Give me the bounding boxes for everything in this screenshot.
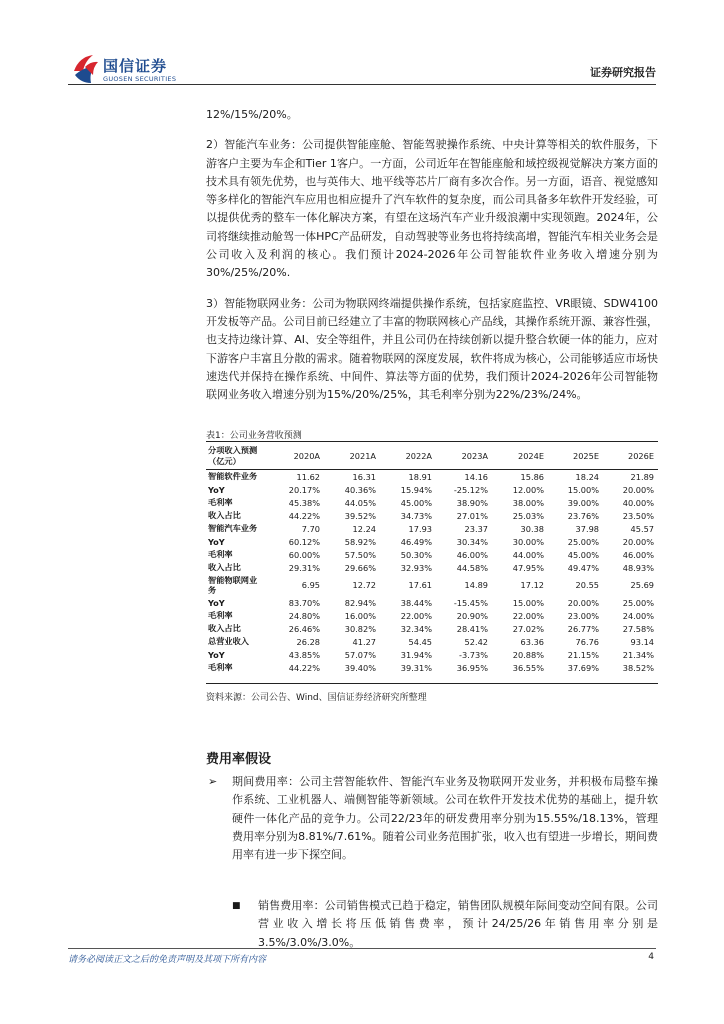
table-cell: 54.45	[408, 636, 432, 647]
table-bottom-rule	[206, 683, 658, 684]
table-cell: 52.42	[464, 636, 488, 647]
table-cell: 30.00%	[512, 536, 544, 547]
table-row	[206, 596, 658, 609]
table-cell: 45.38%	[288, 497, 320, 508]
row-label: 智能物联网业务	[208, 575, 258, 595]
square-bullet-icon: ■	[232, 901, 241, 911]
table-cell: 20.00%	[567, 597, 599, 608]
table-cell: 16.31	[352, 471, 376, 482]
table-cell: 41.27	[352, 636, 376, 647]
table-cell: 17.93	[408, 523, 432, 534]
table-cell: 25.00%	[622, 597, 654, 608]
table-cell: 27.02%	[512, 623, 544, 634]
table-cell: 40.00%	[622, 497, 654, 508]
table-cell: 32.34%	[400, 623, 432, 634]
table-cell: 49.47%	[567, 562, 599, 573]
table-cell: 15.00%	[567, 484, 599, 495]
table-header-row	[206, 443, 658, 470]
table-cell: -15.45%	[453, 597, 488, 608]
table-cell: 63.36	[520, 636, 544, 647]
table-cell: 6.95	[301, 580, 320, 590]
table-top-rule	[206, 441, 658, 442]
table-cell: 20.00%	[622, 536, 654, 547]
table-cell: 31.94%	[400, 649, 432, 660]
page-number: 4	[648, 952, 654, 962]
table-cell: 43.85%	[288, 649, 320, 660]
row-label: 毛利率	[208, 497, 233, 507]
row-label: 收入占比	[208, 562, 241, 572]
table-cell: 22.00%	[512, 610, 544, 621]
table-cell: 30.82%	[344, 623, 376, 634]
table-cell: 20.17%	[288, 484, 320, 495]
table-cell: 83.70%	[288, 597, 320, 608]
table-cell: 39.40%	[344, 662, 376, 673]
table-cell: 30.34%	[456, 536, 488, 547]
row-label: 收入占比	[208, 510, 241, 520]
table-cell: 82.94%	[344, 597, 376, 608]
table-cell: 45.00%	[567, 549, 599, 560]
bullet-sales-expense	[232, 897, 658, 952]
table-cell: 58.92%	[344, 536, 376, 547]
table-row	[206, 509, 658, 522]
table-cell: 47.95%	[512, 562, 544, 573]
table-cell: 21.34%	[622, 649, 654, 660]
row-label: 收入占比	[208, 623, 241, 633]
table-cell: 36.55%	[512, 662, 544, 673]
table-cell: 39.31%	[400, 662, 432, 673]
row-label: 总营业收入	[208, 636, 249, 646]
bullet-sales-expense-text: 销售费用率：公司销售模式已趋于稳定，销售团队规模年际间变动空间有限。公司营业收入增长将压低销售费率，预计24/25/26年销售用率分别是3.5%/3.0%/3.0%。	[258, 899, 658, 949]
logo-chinese-name: 国信证券	[103, 57, 168, 75]
table-cell: 30.38	[520, 523, 544, 534]
header-divider	[68, 84, 656, 85]
table-cell: 39.52%	[344, 510, 376, 521]
table-cell: 27.01%	[456, 510, 488, 521]
table-cell: 24.80%	[288, 610, 320, 621]
table-cell: 25.69	[630, 580, 654, 590]
table-cell: 14.89	[464, 580, 488, 590]
year-header: 2021A	[324, 443, 380, 470]
table-cell: 45.57	[630, 523, 654, 534]
table-cell: 23.76%	[567, 510, 599, 521]
bullet-period-expense	[206, 773, 658, 864]
table-cell: 46.00%	[622, 549, 654, 560]
revenue-forecast-table	[206, 443, 658, 674]
table-cell: 45.00%	[400, 497, 432, 508]
footer-disclaimer: 请务必阅读正文之后的免责声明及其项下所有内容	[68, 955, 267, 965]
table-cell: 37.98	[575, 523, 599, 534]
table-cell: 20.90%	[456, 610, 488, 621]
table-cell: 12.24	[352, 523, 376, 534]
table-cell: 25.03%	[512, 510, 544, 521]
table-cell: 48.93%	[622, 562, 654, 573]
table-cell: 50.30%	[400, 549, 432, 560]
table-cell: 21.15%	[567, 649, 599, 660]
table-cell: -25.12%	[453, 484, 488, 495]
table-cell: 38.52%	[622, 662, 654, 673]
table-cell: 27.58%	[622, 623, 654, 634]
table-row	[206, 548, 658, 561]
table-cell: 15.86	[520, 471, 544, 482]
row-label: YoY	[208, 536, 225, 547]
table-cell: 44.00%	[512, 549, 544, 560]
table-cell: 38.00%	[512, 497, 544, 508]
table-cell: 57.50%	[344, 549, 376, 560]
table-cell: 46.49%	[400, 536, 432, 547]
table-cell: 21.89	[630, 471, 654, 482]
table-row	[206, 522, 658, 535]
table-cell: 38.44%	[400, 597, 432, 608]
bullet-period-expense-text: 期间费用率：公司主营智能软件、智能汽车业务及物联网开发业务，并积极布局整车操作系统、工业机器人、端侧智能等新领域。公司在软件开发技术优势的基础上，提升软硬件一体化产品的竞争力。公司22/23年的研发费用率分别为15.55%/18.13%，管理费用率分别为8.81%/7.61%。随着公司业务范围扩张，收入也有望进一步增长，期间费用率有进一步下探空间。	[232, 775, 658, 862]
row-label: 智能汽车业务	[208, 523, 258, 533]
year-header: 2026E	[603, 443, 658, 470]
table-cell: 39.00%	[567, 497, 599, 508]
table-cell: 15.94%	[400, 484, 432, 495]
table-cell: 18.24	[575, 471, 599, 482]
table-cell: 36.95%	[456, 662, 488, 673]
year-header: 2020A	[268, 443, 324, 470]
table-cell: 26.28	[296, 636, 320, 647]
table-header-label: 分项收入预测（亿元）	[206, 443, 268, 470]
page-header	[0, 0, 724, 96]
row-label: YoY	[208, 484, 225, 495]
report-type-label: 证券研究报告	[590, 66, 656, 79]
table-cell: 20.88%	[512, 649, 544, 660]
year-header: 2023A	[436, 443, 492, 470]
body-text	[206, 106, 658, 416]
table-cell: 26.46%	[288, 623, 320, 634]
table-cell: 23.50%	[622, 510, 654, 521]
table-cell: 44.05%	[344, 497, 376, 508]
table-cell: 12.00%	[512, 484, 544, 495]
table-cell: 46.00%	[456, 549, 488, 560]
table-cell: 17.12	[520, 580, 544, 590]
row-label: YoY	[208, 649, 225, 660]
table-cell: -3.73%	[459, 649, 488, 660]
table-cell: 7.70	[301, 523, 320, 534]
table-cell: 28.41%	[456, 623, 488, 634]
row-label: 智能软件业务	[208, 471, 258, 481]
table-cell: 23.00%	[567, 610, 599, 621]
table-cell: 22.00%	[400, 610, 432, 621]
table-cell: 29.66%	[344, 562, 376, 573]
table-cell: 20.00%	[622, 484, 654, 495]
table-cell: 32.93%	[400, 562, 432, 573]
footer-divider	[68, 948, 656, 949]
guosen-logo-mark-icon	[71, 53, 101, 85]
table-cell: 17.61	[408, 580, 432, 590]
table-cell: 38.90%	[456, 497, 488, 508]
table-cell: 44.22%	[288, 662, 320, 673]
table-row	[206, 609, 658, 622]
paragraph-smart-iot: 3）智能物联网业务：公司为物联网终端提供操作系统，包括家庭监控、VR眼镜、SDW4100开发板等产品。公司目前已经建立了丰富的物联网核心产品线，其操作系统开源、兼容性强，也支持边缘计算、AI、安全等组件，并且公司仍在持续创新以提升整合软硬一体的能力，应对下游客户丰富且分散的需求。随着物联网的深度发展，软件将成为核心，公司能够适应市场快速迭代并保持在操作系统、中间件、算法等方面的优势，我们预计2024-2026年公司智能物联网业务收入增速分别为15%/20%/25%，其毛利率分别为22%/23%/24%。	[206, 296, 658, 402]
table-cell: 20.55	[575, 580, 599, 590]
table-row	[206, 648, 658, 661]
table-cell: 34.73%	[400, 510, 432, 521]
table-source-note: 资料来源：公司公告、Wind、国信证券经济研究所整理	[206, 693, 427, 703]
row-label: YoY	[208, 597, 225, 608]
table-row	[206, 535, 658, 548]
table-cell: 16.00%	[344, 610, 376, 621]
logo-english-name: GUOSEN SECURITIES	[103, 75, 177, 83]
section-title-expense: 费用率假设	[206, 752, 272, 767]
table-row	[206, 470, 658, 484]
guosen-logo	[71, 53, 197, 87]
table-body	[206, 470, 658, 675]
table-cell: 44.22%	[288, 510, 320, 521]
table-cell: 37.69%	[567, 662, 599, 673]
table-cell: 23.37	[464, 523, 488, 534]
table-row	[206, 496, 658, 509]
table-cell: 60.00%	[288, 549, 320, 560]
table-cell: 11.62	[296, 471, 320, 482]
year-header: 2025E	[548, 443, 603, 470]
table-row	[206, 635, 658, 648]
table-cell: 60.12%	[288, 536, 320, 547]
table-cell: 25.00%	[567, 536, 599, 547]
row-label: 毛利率	[208, 549, 233, 559]
table-cell: 93.14	[630, 636, 654, 647]
row-label: 毛利率	[208, 662, 233, 672]
table-title: 表1：公司业务营收预测	[206, 431, 302, 441]
table-cell: 57.07%	[344, 649, 376, 660]
table-row	[206, 561, 658, 574]
table-row	[206, 483, 658, 496]
table-cell: 12.72	[352, 580, 376, 590]
row-label: 毛利率	[208, 610, 233, 620]
paragraph-smart-auto: 2）智能汽车业务：公司提供智能座舱、智能驾驶操作系统、中央计算等相关的软件服务，下游客户主要为车企和Tier 1客户。一方面，公司近年在智能座舱和域控级视觉解决方案方面的技术具有领先优势，也与英伟大、地平线等芯片厂商有多次合作。另一方面，语音、视觉感知等多样化的智能汽车应用也相应提升了汽车软件的复杂度，而公司具备多年软件开发经验，可以提供优秀的整车一体化解决方案，有望在这场汽车产业升级浪潮中实现领跑。2024年，公司将继续推动舱驾一体HPC产品研发，自动驾驶等业务也将持续高增，智能汽车相关业务会是公司收入及利润的核心。我们预计2024-2026年公司智能软件业务收入增速分别为30%/25%/20%.	[206, 138, 658, 280]
table-cell: 18.91	[408, 471, 432, 482]
table-cell: 15.00%	[512, 597, 544, 608]
table-row	[206, 622, 658, 635]
table-cell: 76.76	[575, 636, 599, 647]
year-header: 2022A	[380, 443, 436, 470]
paragraph-smart-software-tail: 12%/15%/20%。	[206, 108, 298, 121]
table-cell: 44.58%	[456, 562, 488, 573]
table-cell: 26.77%	[567, 623, 599, 634]
table-cell: 29.31%	[288, 562, 320, 573]
year-header: 2024E	[492, 443, 548, 470]
table-cell: 14.16	[464, 471, 488, 482]
table-cell: 40.36%	[344, 484, 376, 495]
arrow-bullet-icon: ➢	[208, 775, 218, 788]
table-row	[206, 574, 658, 596]
table-row	[206, 661, 658, 674]
table-cell: 24.00%	[622, 610, 654, 621]
